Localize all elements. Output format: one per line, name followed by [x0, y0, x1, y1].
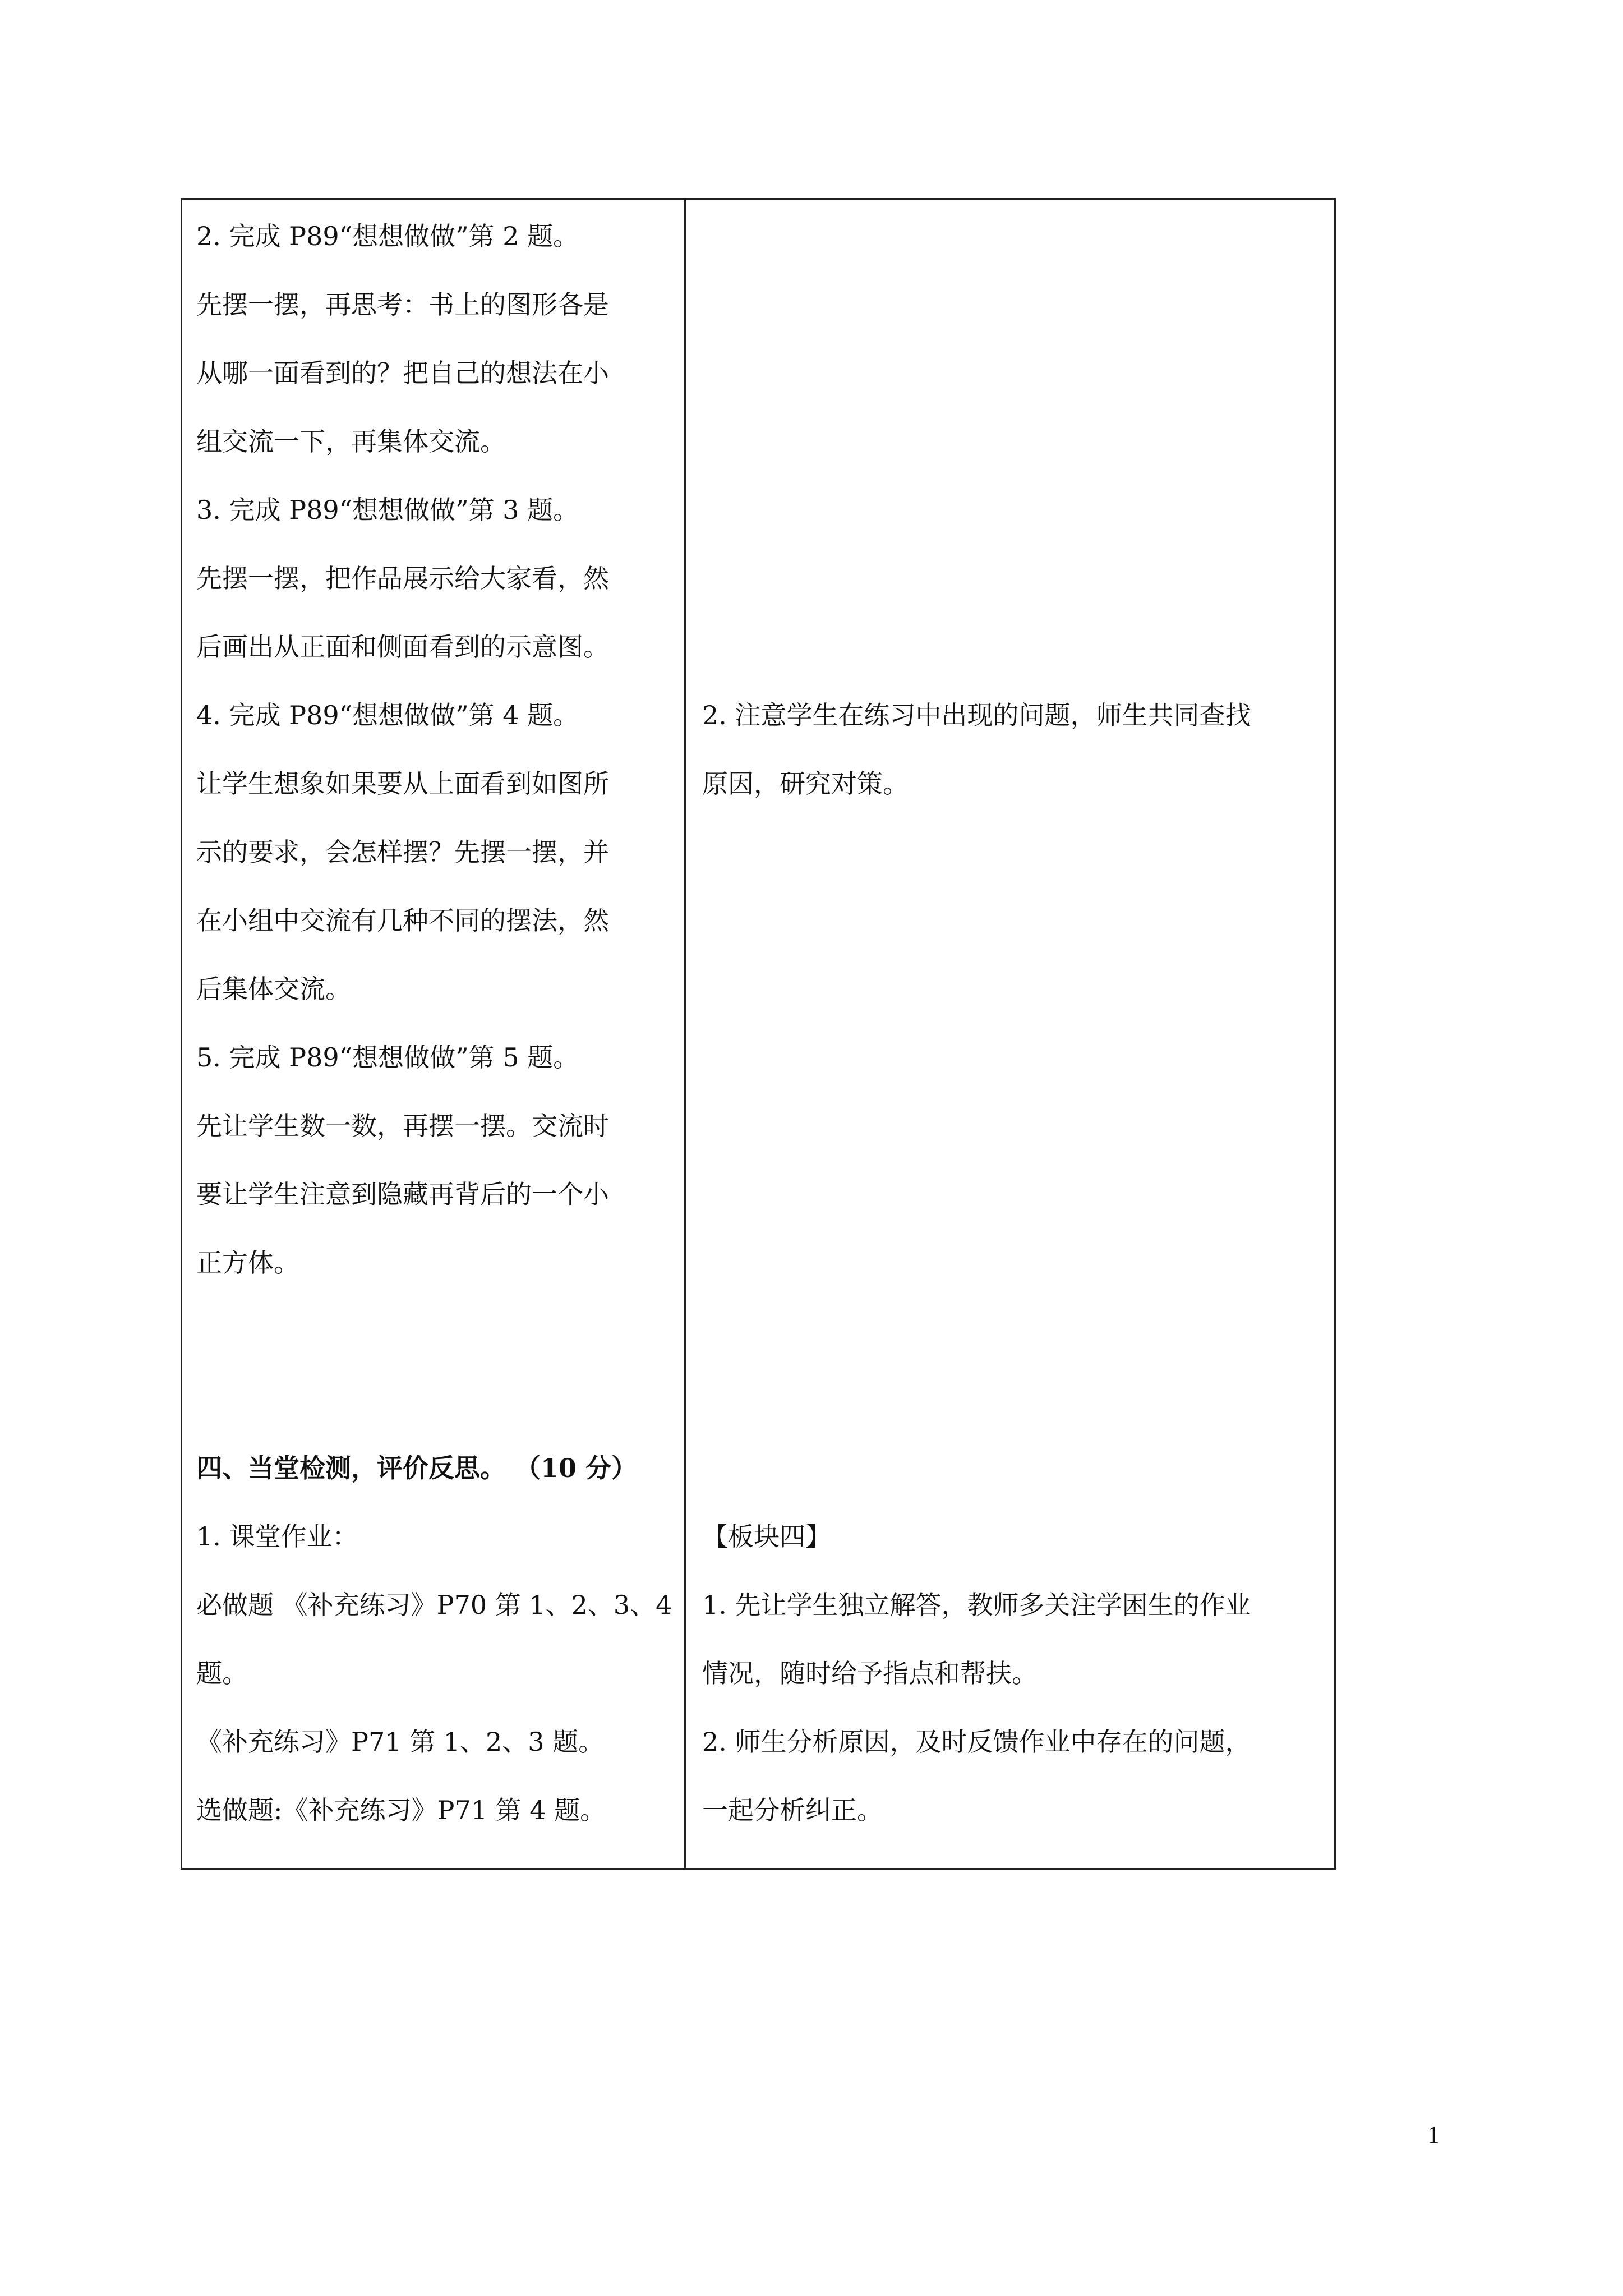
text-line: 3. 完成 P89“想想做做”第 3 题。 — [196, 495, 579, 525]
text-line: 让学生想象如果要从上面看到如图所 — [196, 769, 609, 799]
block-label: 【板块四】 — [702, 1521, 831, 1552]
text-line: 一起分析纠正。 — [702, 1795, 883, 1825]
text-line: 情况，随时给予指点和帮扶。 — [702, 1658, 1038, 1688]
text-line: 2. 注意学生在练习中出现的问题，师生共同查找 — [702, 700, 1251, 730]
text-line: 示的要求，会怎样摆？先摆一摆，并 — [196, 837, 609, 867]
text-line: 后画出从正面和侧面看到的示意图。 — [196, 632, 609, 662]
text-line: 原因，研究对策。 — [702, 769, 909, 799]
text-line: 从哪一面看到的？把自己的想法在小 — [196, 358, 609, 388]
text-line: 题。 — [196, 1658, 248, 1688]
text-line: 后集体交流。 — [196, 974, 351, 1004]
section-heading: 四、当堂检测，评价反思。 （10 分） — [196, 1453, 638, 1483]
blank-space — [196, 1297, 673, 1434]
page-number: 1 — [1427, 2121, 1440, 2148]
text-line: 4. 完成 P89“想想做做”第 4 题。 — [196, 700, 579, 730]
text-line: 选做题:《补充练习》P71 第 4 题。 — [196, 1795, 606, 1825]
text-line: 要让学生注意到隐藏再背后的一个小 — [196, 1179, 609, 1209]
text-line: 先摆一摆，再思考：书上的图形各是 — [196, 289, 609, 320]
text-line: 必做题 《补充练习》P70 第 1、2、3、4 — [196, 1590, 672, 1620]
column-divider — [684, 198, 686, 1870]
text-line: 2. 师生分析原因，及时反馈作业中存在的问题， — [702, 1727, 1251, 1757]
blank-space — [702, 818, 1325, 1502]
text-line: 《补充练习》P71 第 1、2、3 题。 — [196, 1727, 605, 1757]
text-line: 1. 先让学生独立解答，教师多关注学困生的作业 — [702, 1590, 1251, 1620]
text-line: 1. 课堂作业： — [196, 1521, 358, 1552]
right-column — [702, 202, 1325, 1844]
text-line: 先摆一摆，把作品展示给大家看，然 — [196, 563, 609, 593]
text-line: 在小组中交流有几种不同的摆法，然 — [196, 905, 609, 936]
left-column — [196, 202, 673, 1844]
text-line: 组交流一下，再集体交流。 — [196, 426, 506, 457]
text-line: 5. 完成 P89“想想做做”第 5 题。 — [196, 1042, 579, 1073]
blank-space — [702, 202, 1325, 681]
text-line: 2. 完成 P89“想想做做”第 2 题。 — [196, 221, 579, 251]
text-line: 正方体。 — [196, 1248, 299, 1278]
text-line: 先让学生数一数，再摆一摆。交流时 — [196, 1111, 609, 1141]
